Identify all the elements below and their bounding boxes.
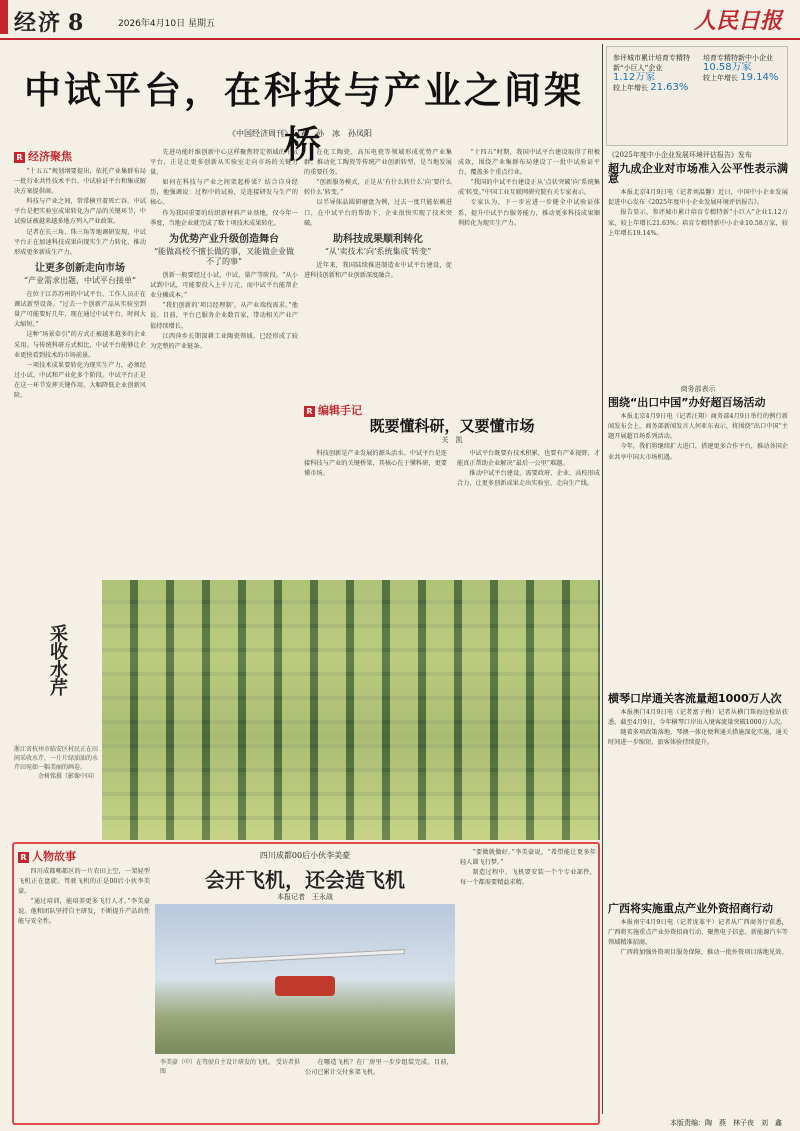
article-col-2 [150,148,298,578]
main-byline: 《中国经济周刊》记者 孙 冰 孙凤阳 [228,129,372,138]
subhead: 助科技成果顺利转化 [333,233,423,245]
paragraph: 推动中试平台建设，需要政府、企业、高校形成合力，让更多创新成果走出实验室、走向生产线。 [457,470,600,488]
paragraph: 在化工陶瓷、高压电瓷等领域形成优势产业集群。推动化工陶瓷等传统产业创新转型，是当地发展的重要任务。 [304,149,452,177]
photo-credit: 受访者供图 [160,1059,300,1075]
paragraph: 随着多项政策落地，琴澳一体化便利通关措施深化实施，通关时间进一步缩短，旅客体验持续提升。 [608,729,788,747]
r4-headline: 广西将实施重点产业外资招商行动 [608,902,773,915]
paragraph: 近年来，我国陆续推进制造业中试平台建设，促进科技创新和产业创新深度融合。 [304,261,452,280]
r1-headline: 超九成企业对市场准入公平性表示满意 [608,162,788,186]
main-headline: 中试平台，在科技与产业之间架桥 [24,69,584,166]
paragraph: 科技创新是产业发展的源头活水。中试平台是连接科技与产业的关键桥梁，其核心在于懂科研，更要懂市场。 [304,450,447,478]
photo-credit: 余树铭摄（影像中国） [37,773,98,780]
r1-kicker: 《2025年度中小企业发展环境评估报告》发布 [608,151,752,159]
subhead: 让更多创新走向市场 [35,262,125,274]
r2-headline: 围绕“出口中国”办好超百场活动 [608,396,766,410]
paragraph: 四川成都郫都区的一片农田上空，一架轻型飞机正在盘旋。驾驶飞机的正是00后小伙李美豪。 [18,868,150,896]
section-name: 经济 8 [14,10,86,36]
photo-vertical-title: 采收水芹 [47,624,68,696]
r2-kicker: 商务部表示 [680,385,716,393]
paragraph: 本报北京4月9日电（记者汪翔）商务部4月9日举行的例行新闻发布会上，商务部新闻发言人何亚东表示，将围绕“出口中国”主题开展超百场系列活动。 [608,413,788,441]
plane-caption [160,1058,300,1076]
column-divider [602,44,603,1114]
right-article-1 [608,150,788,380]
section-tag-editor: R 编辑手记 [304,406,600,417]
paragraph: 广西将加强外资项目服务保障，推动一批外资项目落地见效。 [620,949,788,957]
paragraph: 这种“场景牵引”的方式正被越来越多的企业采用。与传统科研方式相比，中试平台能够让企业更快看到技术的市场前景。 [14,331,146,359]
subhead-quote: “产业需求出题，中试平台接单” [23,275,137,285]
people-col-1 [18,848,150,1120]
paragraph: 作为我国重要的纺织新材料产业基地，仅今年一季度，当地企业就完成了数十项技术成果转化。 [150,209,298,227]
people-kicker: 四川成都00后小伙李美豪 [259,851,351,860]
r3-headline: 横琴口岸通关客流量超1000万人次 [608,692,782,705]
subhead-quote: “能做高校不擅长做的事，又能做企业做不了的事” [153,246,295,266]
paragraph: 制造过程中，飞机要安装一个个专业部件，每一个都需要精益求精。 [460,869,596,887]
paragraph: 创新一般要经过小试、中试、量产等阶段。“从小试到中试，可能要投入上千万元，而中试平台能帮企业分摊成本。” [150,272,298,300]
plane-photo [155,904,455,1054]
paragraph: 先进功能纤维创新中心这样聚焦特定领域的中试平台，正是让更多创新从实验室走向市场的关键力量。 [150,149,298,177]
paragraph: 如何在科技与产业之间架起桥梁？结合自身经历，他强调说：过程中的试验，是连接研发与生产的核心。 [150,179,298,207]
newspaper-logo: 人民日报 [693,8,782,34]
paragraph: “十四五”时期，我国中试平台建设取得了积极成效，围绕产业集群布局建设了一批中试验证平台，覆盖多个重点行业。 [458,149,600,177]
section-tag-people: R 人物故事 [18,852,150,863]
paragraph: “我们创新的‘项目经理制’，从产业端找需求。”他说。目前，平台已服务企业数百家，带动相关产业产值持续增长。 [150,302,298,330]
paragraph: 专家认为，下一步应进一步健全中试验证体系，提升中试平台服务能力，推动更多科技成果顺利转化为现实生产力。 [458,199,600,227]
page-header [0,0,800,40]
page-footer: 本版责编：陶 燕 林子夜 刘 鑫 [670,1119,782,1127]
paragraph: 报告显示，参评城市累计培育专精特新“小巨人”企业1.12万家，较上年增长21.63%；培育专精特新中小企业10.58万家，较上年增长19.14%。 [608,209,788,237]
paragraph: 在哪造飞机？在厂房里一步步组装完成。目前，公司已累计交付多架飞机。 [305,1059,453,1077]
subhead-quote: “从‘卖技术’向‘系统集成’转变” [324,246,432,256]
paragraph: 以半导体晶圆研磨盘为例，过去一度只能依赖进口，在中试平台的帮助下，企业很快实现了技术突破。 [304,199,452,227]
editor-note [304,402,600,578]
editor-note-title: 既要懂科研，又要懂市场 [369,417,535,435]
paragraph: “要做就做好。”李美豪说，“希望能让更多年轻人圆飞行梦。” [460,849,596,867]
caption-text: 浙江省杭州市临安区村民正在田间采收水芹，一片片绿油油的水芹田宛如一幅美丽的画卷。 [14,746,99,771]
issue-date: 2026年4月10日 星期五 [118,19,215,29]
people-headline: 会开飞机，还会造飞机 [205,868,405,892]
article-col-3 [304,148,452,398]
stats-box [606,46,788,146]
stat-sme: 培育专精特新中小企业 10.58万家 较上年增长 19.14% [703,54,779,83]
paragraph: “通过培训，能培养更多飞行人才。”李美豪说。他和团队坚持自主研发，不断提升产品的性能与安全性。 [18,898,150,926]
article-col-4 [458,148,600,398]
right-article-3 [608,690,788,870]
header-accent-bar [0,0,8,34]
photo-caption [14,745,98,781]
paragraph: “我国的中试平台建设正从‘点状突破’向‘系统集成’转变。”中国工业互联网研究院有关专家表示。 [458,179,600,197]
paragraph: “创新服务模式，正是从‘有什么转什么’向‘要什么转什么’转变。” [304,179,452,197]
people-col-3 [305,1058,453,1120]
section-tag-focus: R 经济聚焦 [14,152,146,163]
paragraph: 一项技术成果要转化为现实生产力，必须经过小试、中试和产业化多个阶段。中试平台正是在这一环节发挥关键作用，大幅降低企业创新风险。 [14,361,146,399]
editor-note-author: 关 凯 [441,436,463,445]
article-col-1 [14,148,146,578]
paragraph: 在位于江苏苏州的中试平台，工作人员正在调试新型设备。“过去一个创新产品从实验室到量产可能要好几年，现在通过中试平台，时间大大缩短。” [14,291,146,329]
paragraph: “十五五”规划纲要提出，依托产业集群布局一批行业共性技术平台、中试验证平台和集成解决方案提供商。 [14,168,146,196]
paragraph: 本报南宁4月9日电（记者庞革平）记者从广西商务厅获悉，广西将实施重点产业外资招商行动，聚焦电子信息、新能源汽车等领域精准招商。 [608,919,788,947]
caption-text: 李美豪（中）在驾驶自主设计研发的飞机。 [160,1059,275,1066]
paragraph: 中试平台既要有技术积累，也要有产业视野，才能真正帮助企业解决“最后一公里”难题。 [457,450,600,468]
paragraph: 江西萍乡长期深耕工业陶瓷领域，已经形成了较为完整的产业链条。 [150,332,298,350]
paragraph: 本报澳门4月9日电（记者富子梅）记者从横门珠海边检站获悉，截至4月9日，今年横琴口岸出入境客流量突破1000万人次。 [608,709,788,727]
stat-little-giant: 参评城市累计培育专精特新“小巨人”企业 1.12万家 较上年增长 21.63% [613,54,690,93]
right-article-4 [608,900,788,1110]
subhead: 为优势产业升级创造舞台 [169,233,279,245]
paragraph: 今年，我们将继续扩大进口，搭建更多合作平台，推动各国企业共享中国大市场机遇。 [608,443,788,461]
paragraph: 科技与产业之间，常常横亘着死亡谷。中试平台是把实验室成果转化为产品的关键环节，中试验证被越来越多地方列入产业政策。 [14,198,146,226]
field-photo [102,580,600,840]
paragraph: 本报北京4月9日电（记者刘温馨）近日，中国中小企业发展促进中心发布《2025年度中小企业发展环境评估报告》。 [608,189,788,207]
people-col-4 [460,848,596,1120]
people-byline: 本报记者 王永战 [277,893,333,901]
paragraph: 记者在长三角、珠三角等地调研发现，中试平台正在加速科技成果向现实生产力转化，推动形成更多新质生产力。 [14,228,146,256]
right-article-2 [608,384,788,634]
